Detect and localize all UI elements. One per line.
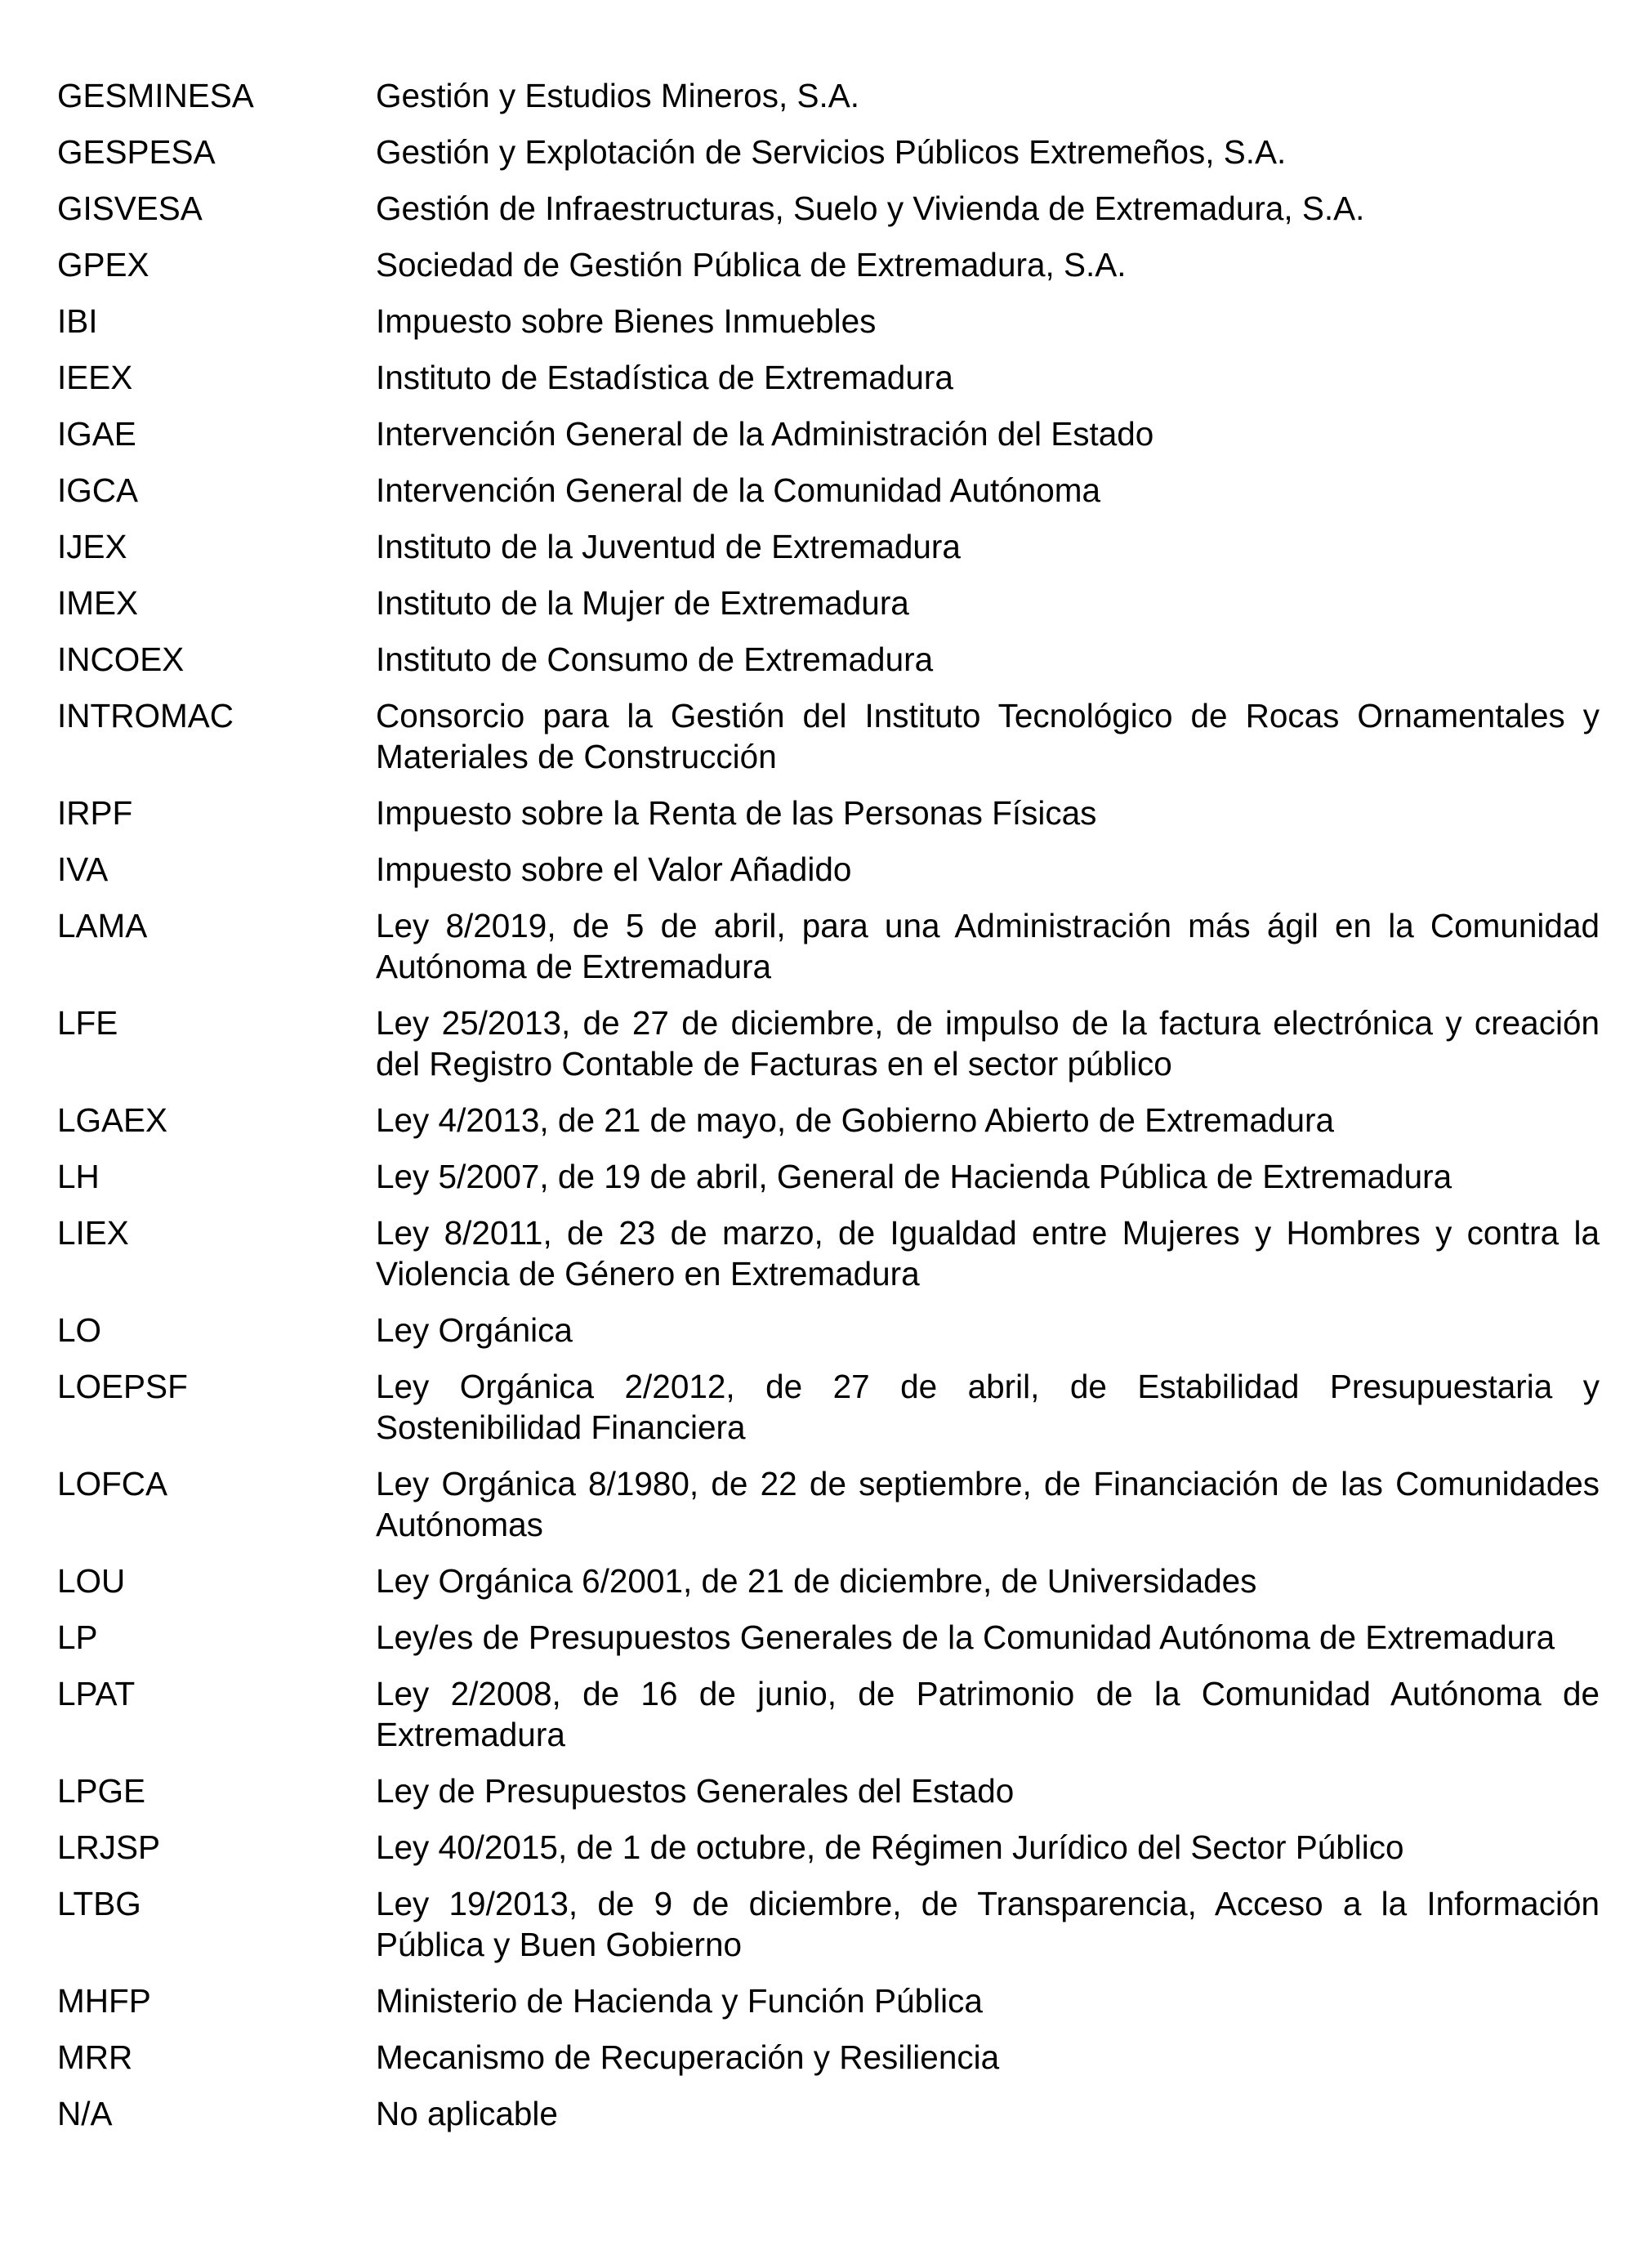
definition: Ley/es de Presupuestos Generales de la Comunidad Autónoma de Extremadura xyxy=(376,1618,1555,1656)
definition: Instituto de Estadística de Extremadura xyxy=(376,359,953,396)
abbreviation: GISVESA xyxy=(57,190,203,227)
glossary-entry xyxy=(57,1617,1600,1658)
abbreviation: IRPF xyxy=(57,794,133,832)
definition: Intervención General de la Administración del Estado xyxy=(376,415,1154,453)
glossary-entry xyxy=(57,132,1600,172)
definition: Mecanismo de Recuperación y Resiliencia xyxy=(376,2038,1000,2076)
definition: Gestión de Infraestructuras, Suelo y Vivienda de Extremadura, S.A. xyxy=(376,190,1365,227)
definition: Impuesto sobre la Renta de las Personas Físicas xyxy=(376,794,1097,832)
abbreviation: MHFP xyxy=(57,1982,151,2020)
definition: Ley 19/2013, de 9 de diciembre, de Transparencia, Acceso a la Información Pública y Buen Gobierno xyxy=(376,1885,1600,1963)
glossary-entry xyxy=(57,1827,1600,1868)
definition: Ministerio de Hacienda y Función Pública xyxy=(376,1982,983,2020)
definition: Gestión y Explotación de Servicios Públicos Extremeños, S.A. xyxy=(376,133,1287,171)
glossary-entry xyxy=(57,792,1600,833)
definition: Ley de Presupuestos Generales del Estado xyxy=(376,1772,1015,1810)
definition: Ley 8/2011, de 23 de marzo, de Igualdad entre Mujeres y Hombres y contra la Violencia de Género en Extremadura xyxy=(376,1214,1600,1292)
abbreviation: GPEX xyxy=(57,246,149,284)
glossary-entry xyxy=(57,526,1600,567)
definition: Consorcio para la Gestión del Instituto Tecnológico de Rocas Ornamentales y Materiales de Construcción xyxy=(376,697,1600,775)
definition: Ley 5/2007, de 19 de abril, General de Hacienda Pública de Extremadura xyxy=(376,1158,1452,1195)
definition: Ley 4/2013, de 21 de mayo, de Gobierno Abierto de Extremadura xyxy=(376,1101,1335,1139)
glossary-entry xyxy=(57,413,1600,454)
glossary-entry xyxy=(57,244,1600,285)
glossary-entry xyxy=(57,1770,1600,1811)
glossary-entry xyxy=(57,2037,1600,2078)
abbreviation: LGAEX xyxy=(57,1101,168,1139)
glossary-entry xyxy=(57,301,1600,342)
glossary-entry xyxy=(57,1310,1600,1351)
glossary-entry xyxy=(57,1463,1600,1545)
abbreviation: LOEPSF xyxy=(57,1368,188,1405)
glossary-entry xyxy=(57,2093,1600,2134)
abbreviation: INCOEX xyxy=(57,641,185,678)
abbreviations-glossary xyxy=(57,75,1600,2150)
definition: Impuesto sobre el Valor Añadido xyxy=(376,850,852,888)
glossary-entry xyxy=(57,357,1600,398)
abbreviation: LH xyxy=(57,1158,100,1195)
abbreviation: LOFCA xyxy=(57,1465,168,1502)
glossary-entry xyxy=(57,1156,1600,1197)
abbreviation: N/A xyxy=(57,2095,113,2132)
definition: No aplicable xyxy=(376,2095,558,2132)
definition: Ley 2/2008, de 16 de junio, de Patrimonio de la Comunidad Autónoma de Extremadura xyxy=(376,1675,1600,1753)
abbreviation: GESPESA xyxy=(57,133,216,171)
definition: Ley 25/2013, de 27 de diciembre, de impulso de la factura electrónica y creación del Registro Contable de Facturas en el sector público xyxy=(376,1004,1600,1083)
abbreviation: INTROMAC xyxy=(57,697,234,734)
glossary-entry xyxy=(57,188,1600,229)
abbreviation: LPAT xyxy=(57,1675,136,1712)
definition: Ley Orgánica 6/2001, de 21 de diciembre, de Universidades xyxy=(376,1562,1257,1600)
definition: Ley Orgánica xyxy=(376,1311,573,1349)
glossary-entry xyxy=(57,75,1600,116)
definition: Sociedad de Gestión Pública de Extremadura, S.A. xyxy=(376,246,1127,284)
definition: Ley 40/2015, de 1 de octubre, de Régimen Jurídico del Sector Público xyxy=(376,1828,1404,1866)
glossary-entry xyxy=(57,905,1600,987)
abbreviation: IVA xyxy=(57,850,109,888)
definition: Ley Orgánica 2/2012, de 27 de abril, de Estabilidad Presupuestaria y Sostenibilidad Financiera xyxy=(376,1368,1600,1446)
definition: Impuesto sobre Bienes Inmuebles xyxy=(376,302,877,340)
abbreviation: LTBG xyxy=(57,1885,141,1922)
abbreviation: IBI xyxy=(57,302,98,340)
abbreviation: LFE xyxy=(57,1004,118,1042)
glossary-entry xyxy=(57,583,1600,623)
abbreviation: GESMINESA xyxy=(57,77,254,114)
glossary-entry xyxy=(57,1560,1600,1601)
glossary-entry xyxy=(57,695,1600,777)
abbreviation: LO xyxy=(57,1311,102,1349)
definition: Intervención General de la Comunidad Autónoma xyxy=(376,471,1101,509)
abbreviation: LOU xyxy=(57,1562,126,1600)
abbreviation: IEEX xyxy=(57,359,133,396)
abbreviation: LAMA xyxy=(57,907,148,944)
glossary-entry xyxy=(57,1673,1600,1755)
glossary-entry xyxy=(57,1002,1600,1084)
abbreviation: IMEX xyxy=(57,584,139,622)
definition: Ley Orgánica 8/1980, de 22 de septiembre, de Financiación de las Comunidades Autónomas xyxy=(376,1465,1600,1543)
abbreviation: IJEX xyxy=(57,528,127,565)
definition: Instituto de la Mujer de Extremadura xyxy=(376,584,909,622)
definition: Instituto de la Juventud de Extremadura xyxy=(376,528,961,565)
glossary-entry xyxy=(57,639,1600,680)
abbreviation: LPGE xyxy=(57,1772,146,1810)
glossary-entry xyxy=(57,1366,1600,1448)
glossary-entry xyxy=(57,849,1600,890)
glossary-entry xyxy=(57,470,1600,511)
abbreviation: IGAE xyxy=(57,415,136,453)
definition: Instituto de Consumo de Extremadura xyxy=(376,641,934,678)
abbreviation: LRJSP xyxy=(57,1828,161,1866)
glossary-entry xyxy=(57,1883,1600,1965)
abbreviation: IGCA xyxy=(57,471,139,509)
abbreviation: LP xyxy=(57,1618,98,1656)
definition: Ley 8/2019, de 5 de abril, para una Administración más ágil en la Comunidad Autónoma de Extremadura xyxy=(376,907,1600,985)
glossary-entry xyxy=(57,1212,1600,1294)
definition: Gestión y Estudios Mineros, S.A. xyxy=(376,77,859,114)
abbreviation: LIEX xyxy=(57,1214,129,1252)
abbreviation: MRR xyxy=(57,2038,133,2076)
glossary-entry xyxy=(57,1100,1600,1141)
glossary-entry xyxy=(57,1980,1600,2021)
